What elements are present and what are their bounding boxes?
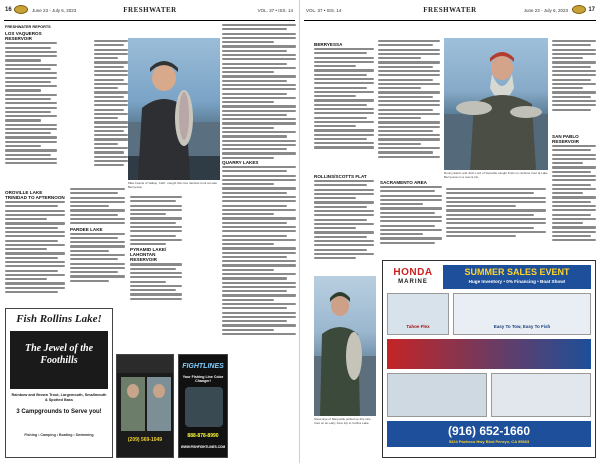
ad-banner <box>443 265 591 289</box>
ad-honda-brand-sub: MARINE <box>398 279 428 285</box>
ad-rollins-title: The Jewel of the Foothills <box>24 343 94 366</box>
article-column-1 <box>5 24 57 184</box>
angler-photo-bottom-illustration <box>314 276 376 416</box>
photo-caption-right: Ronny Eaton and Josh Lord of Vacaville caught limits on rainbow trout at Lake Berryessa on a recent trip. <box>444 171 548 179</box>
ad-fightlines-tag: Your Fishing Line Color Changer! <box>182 375 224 384</box>
ad-fightlines-phone: 888-878-8990 <box>187 433 219 439</box>
ad-rollins-footer: Fishing • Camping • Boating • Swimming <box>24 433 94 437</box>
photo-caption-left: Mike Feazel of Vallejo, Calif., caught this nice rainbow trout at Lake Berryessa. <box>128 181 217 189</box>
right-page <box>300 0 600 463</box>
volume-issue: VOL. 37 • ISS. 14 <box>306 7 342 13</box>
ad-boat-2-label: Easy To Tow, Easy To Fish <box>493 324 551 329</box>
ad-boat-3 <box>387 373 487 417</box>
ad-contact-bar <box>387 421 591 447</box>
article-column-2 <box>94 40 128 190</box>
ad-boat-1-label: Tahoe Flex <box>406 324 430 329</box>
article-column-oroville <box>5 188 65 304</box>
ad-rollins-note: 3 Campgrounds to Serve you! <box>16 409 102 415</box>
angler-photo-right-illustration <box>444 38 548 170</box>
section-title: FRESHWATER <box>423 6 477 14</box>
publication-logo <box>572 5 586 14</box>
header-rule <box>304 20 596 21</box>
ad-marina-photo[interactable] <box>116 354 174 458</box>
column-kicker: FRESHWATER REPORTS <box>5 25 51 29</box>
ad-phone[interactable]: (916) 652-1660 <box>447 424 531 438</box>
publication-logo <box>14 5 28 14</box>
article-column-sacramento-2 <box>446 188 546 254</box>
article-heading-rollins: ROLLINS/SCOTTS FLAT <box>314 174 367 179</box>
ad-rollins-subtitle: Rainbow and Brown Trout, Largemouth, Smallmouth & Spotted Bass <box>11 393 107 402</box>
article-heading-berryessa: BERRYESSA <box>314 42 343 47</box>
ad-rollins-title-box <box>10 331 108 389</box>
article-heading-san-pablo: SAN PABLO RESERVOIR <box>552 134 579 144</box>
ad-banner-title: SUMMER SALES EVENT <box>464 267 570 277</box>
ad-boat-2 <box>453 293 591 335</box>
article-heading-los-vaqueros: LOS VAQUEROS RESERVOIR <box>5 31 42 42</box>
ad-fightlines-product <box>185 387 223 427</box>
article-column-pyramid <box>130 196 182 306</box>
ad-rollins-script: Fish Rollins Lake! <box>16 313 102 325</box>
ad-honda-logo <box>387 265 439 289</box>
article-heading-quarry: QUARRY LAKES <box>222 160 259 165</box>
article-column-berryessa <box>314 40 374 168</box>
section-title: FRESHWATER <box>123 6 177 14</box>
page-number: 16 <box>5 7 12 13</box>
ad-boat-4 <box>491 373 591 417</box>
article-column-san-pablo <box>552 132 596 252</box>
page-number: 17 <box>588 7 595 13</box>
ad-fightlines[interactable] <box>178 354 228 458</box>
article-column-pardee <box>70 188 125 296</box>
ad-fightlines-url[interactable]: WWW.FISHFIGHTLINES.COM <box>180 445 226 449</box>
article-heading-sacramento: SACRAMENTO AREA <box>380 180 427 185</box>
article-heading-pyramid: PYRAMID LAKE/ LAHONTAN RESERVOIR <box>130 247 167 263</box>
header-rule <box>4 20 295 21</box>
volume-issue: VOL. 37 • ISS. 14 <box>257 7 293 13</box>
ad-boat-1 <box>387 293 449 335</box>
ad-honda-marine[interactable] <box>382 260 596 458</box>
article-column-sacramento <box>380 178 442 258</box>
issue-date: June 23 - July 6, 2023 <box>523 7 568 13</box>
article-column-quarry <box>222 158 296 342</box>
article-column-3 <box>222 24 296 164</box>
issue-date: June 23 - July 6, 2023 <box>32 7 77 13</box>
angler-photo-right <box>444 38 548 170</box>
ad-honda-brand: HONDA <box>393 267 433 278</box>
ad-banner-sub: Huge Inventory • 0% Financing • Boat Show! <box>468 279 566 284</box>
photo-caption-bottom: Steve Eye of Marysville picked up this nice trout on an early June trip to Collins Lake. <box>314 417 371 425</box>
article-column-rollins <box>314 172 374 274</box>
angler-photo-bottom <box>314 276 376 416</box>
article-heading-oroville: OROVILLE LAKE TRINIDAD TO AFTERNOON <box>5 190 65 200</box>
right-page-header <box>300 0 600 20</box>
article-column-berryessa-2 <box>378 40 440 168</box>
ad-brand-strip <box>387 339 591 369</box>
article-heading-pardee: PARDEE LAKE <box>70 226 103 232</box>
angler-photo-illustration <box>128 38 220 180</box>
article-column-right-top <box>552 40 596 120</box>
ad-address: 5324 Pacheco Hwy Blvd Penryn, CA 95663 <box>448 439 530 444</box>
ad-marina-phone: (209) 569-1049 <box>127 437 163 443</box>
ad-fightlines-brand: FIGHTLINES <box>182 363 224 370</box>
ad-rollins-lake[interactable] <box>5 308 113 458</box>
left-page-header <box>0 0 299 20</box>
angler-photo-left <box>128 38 220 180</box>
